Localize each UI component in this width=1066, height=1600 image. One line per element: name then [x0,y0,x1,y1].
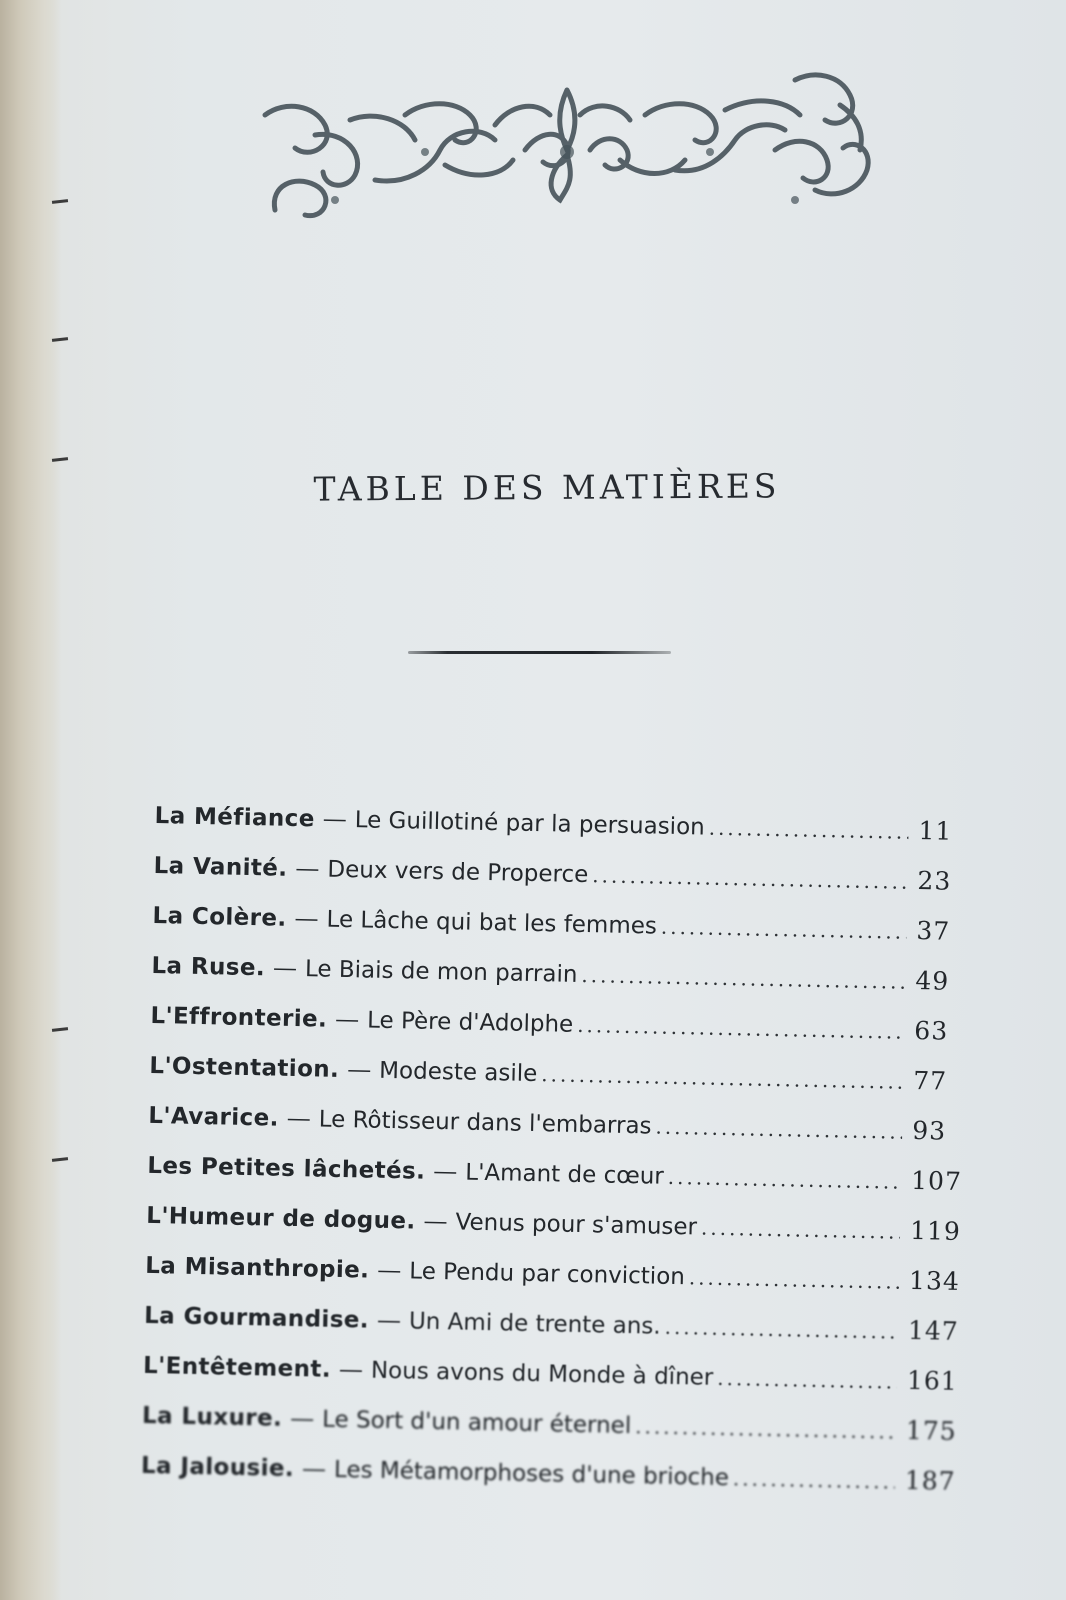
toc-entry-page: 49 [915,965,950,996]
toc-entry-story: Le Guillotiné par la persuasion [354,807,706,841]
toc-entry-page: 147 [907,1315,960,1346]
toc-entry-story: Deux vers de Properce [327,856,589,889]
table-of-contents [140,800,974,1517]
toc-entry-story: Modeste asile [378,1057,538,1088]
toc-leader-dots [577,1013,905,1044]
toc-entry-vice: La Luxure. [141,1402,283,1432]
toc-entry-page: 187 [904,1465,956,1496]
toc-entry-story: Le Pendu par conviction [409,1258,686,1291]
toc-leader-dots [733,1466,895,1493]
page-title: TABLE DES MATIÈRES [313,466,781,509]
toc-leader-dots [717,1366,897,1394]
toc-entry-vice: Les Petites lâchetés. [147,1152,426,1185]
toc-entry-dash: — [289,1403,315,1433]
toc-entry-story: Le Père d'Adolphe [366,1007,574,1038]
toc-entry-dash: — [322,804,348,834]
decorative-headpiece-ornament [255,60,880,230]
toc-entry-dash: — [376,1305,402,1335]
toc-leader-dots [689,1265,900,1293]
toc-entry-vice: L'Humeur de dogue. [146,1202,416,1235]
toc-leader-dots [664,1315,898,1344]
toc-leader-dots [668,1165,902,1194]
toc-entry-page: 37 [916,915,951,946]
toc-entry-page: 23 [917,865,952,896]
toc-entry-dash: — [423,1206,448,1236]
toc-entry-page: 77 [912,1065,948,1096]
toc-leader-dots [701,1216,901,1244]
toc-entry-dash: — [377,1255,402,1285]
toc-entry-story: L'Amant de cœur [465,1159,665,1190]
toc-entry-dash: — [433,1156,458,1186]
toc-entry-dash: — [338,1354,364,1384]
toc-entry-vice: La Colère. [152,902,287,932]
toc-entry-story: Les Métamorphoses d'une brioche [333,1456,730,1492]
toc-entry-page: 93 [911,1115,947,1146]
toc-entry-dash: — [286,1103,312,1133]
toc-leader-dots [592,863,908,894]
toc-entry-vice: L'Avarice. [148,1102,280,1132]
toc-entry-story: Le Sort d'un amour éternel [321,1406,632,1440]
book-gutter [0,0,62,1600]
toc-entry-story: Le Biais de mon parrain [304,956,578,988]
toc-entry-vice: La Jalousie. [140,1452,295,1483]
toc-entry-page: 107 [910,1165,963,1196]
toc-leader-dots [581,963,905,994]
toc-leader-dots [655,1115,902,1144]
toc-entry-dash: — [334,1004,360,1034]
toc-entry-vice: L'Ostentation. [149,1052,340,1083]
toc-entry-story: Le Rôtisseur dans l'embarras [318,1106,652,1140]
toc-entry-page: 134 [908,1265,961,1296]
toc-entry-vice: La Méfiance [154,802,315,833]
toc-entry-dash: — [301,1454,327,1483]
toc-entry-dash: — [295,853,320,883]
toc-entry-dash: — [294,903,319,933]
toc-entry-story: Venus pour s'amuser [455,1209,698,1241]
toc-leader-dots [708,816,908,844]
toc-entry-dash: — [346,1055,372,1084]
toc-entry-vice: L'Entêtement. [142,1352,332,1383]
toc-entry-vice: La Misanthropie. [144,1252,370,1284]
toc-entry-page: 175 [905,1415,957,1446]
toc-entry-dash: — [272,953,298,983]
toc-entry-page: 63 [914,1015,949,1046]
toc-leader-dots [541,1062,903,1094]
toc-entry-page: 11 [918,816,953,846]
title-divider-rule [408,651,671,654]
toc-leader-dots [635,1414,896,1443]
toc-entry-page: 161 [906,1365,959,1396]
toc-entry-story: Le Lâche qui bat les femmes [326,906,658,940]
toc-entry-page: 119 [909,1215,962,1246]
toc-entry-vice: La Vanité. [153,852,288,882]
toc-entry-vice: La Gourmandise. [143,1302,370,1334]
toc-entry-story: Nous avons du Monde à dîner [370,1357,714,1391]
toc-leader-dots [661,915,907,944]
toc-entry-vice: La Ruse. [151,952,266,982]
toc-entry-vice: L'Effronterie. [150,1002,328,1033]
toc-entry-story: Un Ami de trente ans. [408,1308,661,1340]
